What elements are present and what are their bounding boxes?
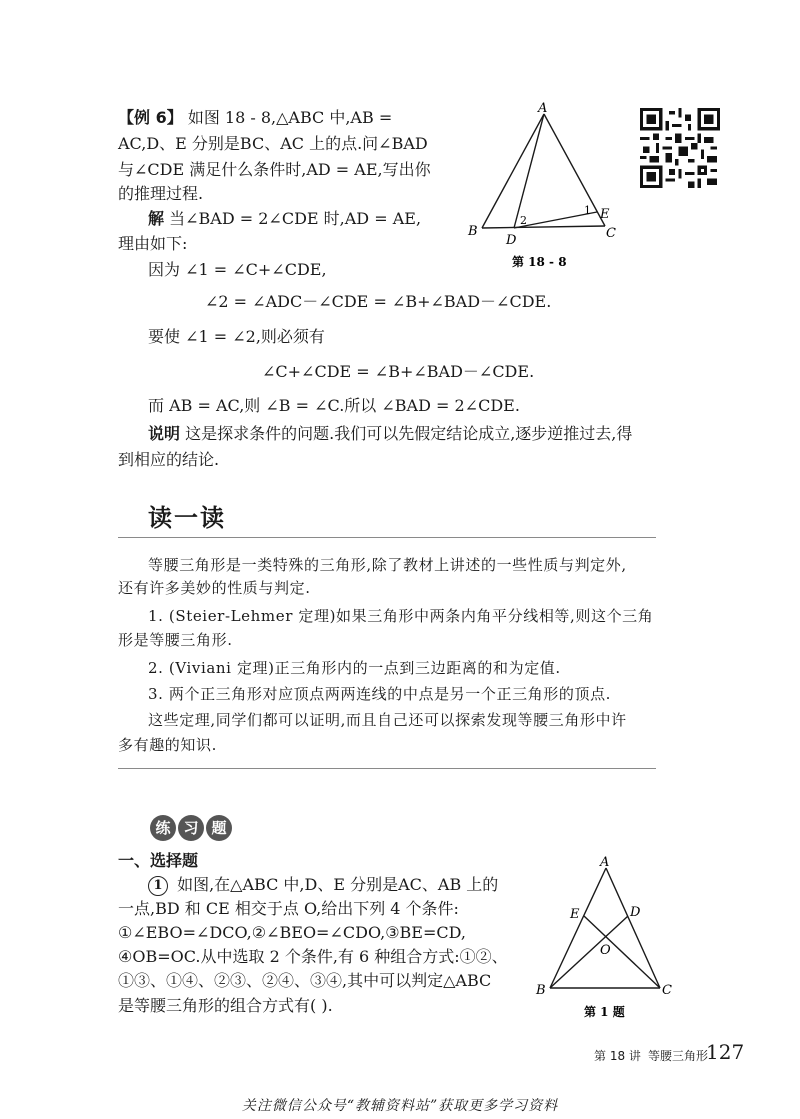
note-line-1	[148, 424, 632, 444]
label-c: C	[606, 226, 616, 241]
solution-label: 解	[148, 209, 165, 228]
solution-line-3: 因为 ∠1 = ∠C+∠CDE,	[148, 260, 327, 279]
label-d: D	[506, 233, 517, 248]
label-c: C	[662, 983, 672, 998]
solution-line-2: 理由如下:	[118, 234, 188, 253]
reading-top-rule	[118, 537, 656, 538]
side-ac	[544, 114, 605, 226]
reading-p6: 3. 两个正三角形对应顶点两两连线的中点是另一个正三角形的顶点.	[148, 685, 612, 703]
label-b: B	[468, 224, 478, 239]
reading-p3: 1. (Steier-Lehmer 定理)如果三角形中两条内角平分线相等,则这个三角	[148, 607, 654, 625]
angle-1-label: 1	[584, 204, 591, 217]
note-line-2: 到相应的结论.	[118, 450, 220, 469]
exercise-badge-3: 题	[206, 815, 232, 841]
label-a: A	[538, 101, 548, 116]
qr-code	[640, 108, 720, 188]
section-heading: 一、选择题	[118, 851, 199, 870]
solution-line-1	[148, 209, 421, 229]
reading-p4: 形是等腰三角形.	[118, 631, 233, 649]
question-text-1: 如图,在△ABC 中,D、E 分别是AC、AB 上的	[177, 875, 499, 894]
segment-ce	[584, 916, 660, 988]
angle-2-label: 2	[520, 214, 527, 227]
reading-p1: 等腰三角形是一类特殊的三角形,除了教材上讲述的一些性质与判定外,	[148, 556, 627, 574]
reading-title: 读一读	[148, 504, 226, 532]
label-b: B	[536, 983, 546, 998]
segment-ad	[514, 114, 544, 228]
reading-p8: 多有趣的知识.	[118, 736, 217, 754]
reading-bottom-rule	[118, 768, 656, 769]
label-e: E	[570, 907, 580, 922]
question-line-1	[148, 875, 498, 896]
label-d: D	[630, 905, 641, 920]
side-bc	[482, 226, 605, 228]
question-line-4: ④OB=OC.从中选取 2 个条件,有 6 种组合方式:①②、	[118, 947, 508, 966]
label-e: E	[600, 207, 610, 222]
solution-line-4: ∠2 = ∠ADC－∠CDE = ∠B+∠BAD－∠CDE.	[205, 292, 552, 311]
label-o: O	[600, 943, 611, 958]
figure-caption: 第 1 题	[584, 1005, 625, 1019]
page-number: 127	[706, 1040, 745, 1064]
solution-text-1: 当∠BAD = 2∠CDE 时,AD = AE,	[169, 209, 422, 228]
figure-18-8	[460, 100, 630, 275]
example-line-3: 与∠CDE 满足什么条件时,AD = AE,写出你	[118, 160, 431, 179]
question-number: 1	[148, 876, 168, 896]
exercise-badge-1: 练	[150, 815, 176, 841]
reading-p5: 2. (Viviani 定理)正三角形内的一点到三边距离的和为定值.	[148, 659, 561, 677]
side-ab	[482, 114, 544, 228]
example-label: 【例 6】	[118, 108, 183, 127]
question-line-5: ①③、①④、②③、②④、③④,其中可以判定△ABC	[118, 971, 492, 990]
note-text-1: 这是探求条件的问题.我们可以先假定结论成立,逐步逆推过去,得	[185, 424, 633, 443]
label-a: A	[600, 855, 610, 870]
example-text-1: 如图 18 - 8,△ABC 中,AB =	[187, 108, 393, 127]
example-line-2: AC,D、E 分别是BC、AC 上的点.问∠BAD	[118, 134, 428, 153]
segment-bd	[550, 916, 628, 988]
solution-line-7: 而 AB = AC,则 ∠B = ∠C.所以 ∠BAD = 2∠CDE.	[148, 396, 520, 415]
figure-caption: 第 18 - 8	[512, 255, 567, 269]
reading-p7: 这些定理,同学们都可以证明,而且自己还可以探索发现等腰三角形中许	[148, 711, 627, 729]
footer-topic: 等腰三角形	[648, 1049, 709, 1063]
footer-lecture: 第 18 讲	[594, 1049, 641, 1063]
solution-line-6: ∠C+∠CDE = ∠B+∠BAD－∠CDE.	[262, 362, 535, 381]
exercise-badge-2: 习	[178, 815, 204, 841]
solution-line-5: 要使 ∠1 = ∠2,则必须有	[148, 327, 325, 346]
question-line-6: 是等腰三角形的组合方式有( ).	[118, 996, 333, 1015]
example-line-4: 的推理过程.	[118, 184, 204, 203]
note-label: 说明	[148, 424, 181, 443]
example-line-1	[118, 108, 392, 128]
question-line-2: 一点,BD 和 CE 相交于点 O,给出下列 4 个条件:	[118, 899, 459, 918]
question-line-3: ①∠EBO=∠DCO,②∠BEO=∠CDO,③BE=CD,	[118, 923, 466, 942]
watermark-note: 关注微信公众号“教辅资料站”获取更多学习资料	[241, 1098, 559, 1114]
reading-p2: 还有许多美妙的性质与判定.	[118, 579, 311, 597]
figure-question-1	[530, 852, 680, 1024]
